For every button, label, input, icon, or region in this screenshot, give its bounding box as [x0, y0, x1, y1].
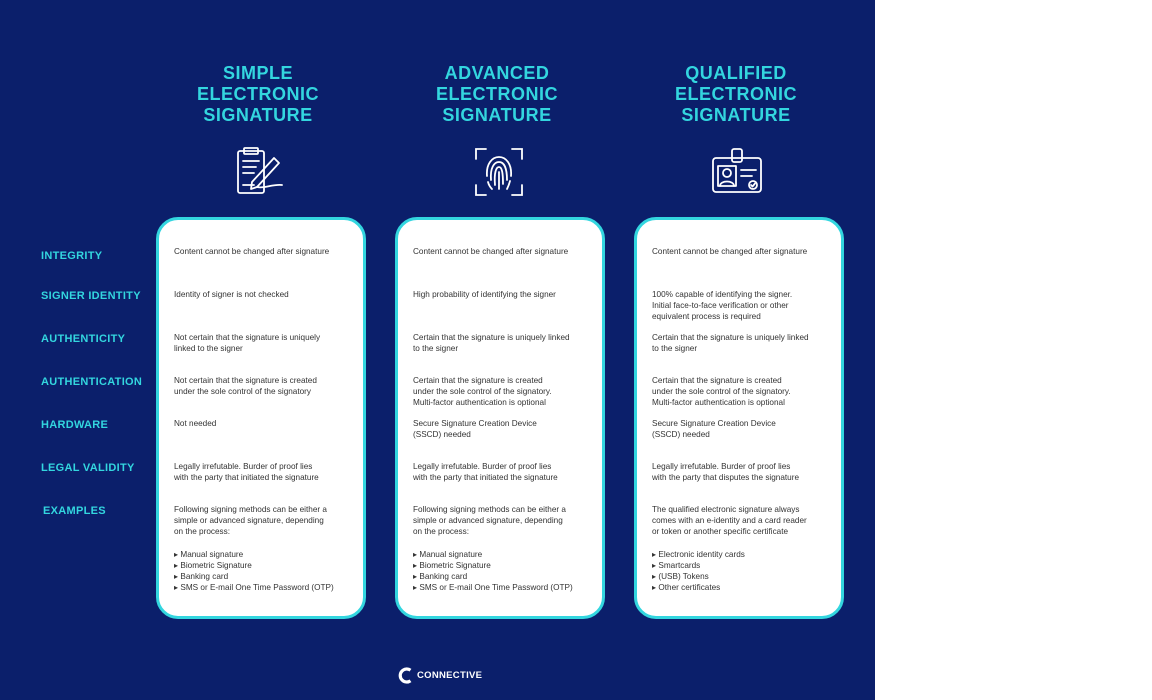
- row-label-hardware: HARDWARE: [41, 419, 109, 431]
- list-item: ▸ SMS or E-mail One Time Password (OTP): [413, 583, 573, 593]
- row-label-authenticity: AUTHENTICITY: [41, 333, 126, 345]
- row-label-examples: EXAMPLES: [43, 505, 106, 517]
- brand-name: CONNECTIVE: [417, 670, 483, 681]
- cell-examples: Following signing methods can be either a simple or advanced signature, depending on the process: ▸ Manual signature ▸ Biometric Signature ▸ Banking card ▸ SMS or E-mail One Time Password (OTP): [174, 504, 354, 594]
- list-item: ▸ Other certificates: [652, 583, 721, 593]
- card-advanced: [395, 217, 605, 619]
- cell-authentication: Not certain that the signature is created under the sole control of the signatory: [174, 376, 317, 397]
- row-label-authentication: AUTHENTICATION: [41, 376, 143, 388]
- card-simple: [156, 217, 366, 619]
- card-qualified: [634, 217, 844, 619]
- cell-signer-identity: Identity of signer is not checked: [174, 290, 289, 299]
- cell-examples: The qualified electronic signature always comes with an e-identity and a card reader or token or another specific certificate ▸ Electronic identity cards ▸ Smartcards ▸ (USB) Tokens ▸ Other certificates: [652, 504, 832, 594]
- cell-legal-validity: Legally irrefutable. Burder of proof lies with the party that initiated the signature: [413, 462, 558, 483]
- column-title-advanced: ADVANCED ELECTRONIC SIGNATURE: [436, 63, 558, 125]
- list-item: ▸ Banking card: [174, 572, 229, 582]
- list-item: ▸ Electronic identity cards: [652, 549, 745, 559]
- list-item: ▸ Banking card: [413, 572, 468, 582]
- cell-integrity: Content cannot be changed after signature: [174, 247, 330, 256]
- row-label-legal-validity: LEGAL VALIDITY: [41, 462, 135, 474]
- cell-integrity: Content cannot be changed after signature: [413, 247, 569, 256]
- row-label-signer-identity: SIGNER IDENTITY: [41, 290, 141, 302]
- cell-authenticity: Certain that the signature is uniquely linked to the signer: [652, 333, 809, 354]
- cell-integrity: Content cannot be changed after signature: [652, 247, 808, 256]
- cell-authenticity: Not certain that the signature is uniquely linked to the signer: [174, 333, 321, 354]
- cell-signer-identity: High probability of identifying the signer: [413, 290, 556, 299]
- list-item: ▸ Biometric Signature: [413, 561, 491, 570]
- connective-logo-icon: [398, 667, 413, 684]
- cell-hardware: Not needed: [174, 419, 217, 428]
- list-item: ▸ Biometric Signature: [174, 561, 252, 570]
- list-item: ▸ Manual signature: [174, 549, 244, 559]
- list-item: ▸ Manual signature: [413, 549, 483, 559]
- cell-authentication: Certain that the signature is created under the sole control of the signatory. Multi-factor authentication is optional: [652, 376, 791, 408]
- cell-examples: Following signing methods can be either a simple or advanced signature, depending on the process: ▸ Manual signature ▸ Biometric Signature ▸ Banking card ▸ SMS or E-mail One Time Password (OTP): [413, 504, 593, 594]
- cell-signer-identity: 100% capable of identifying the signer. Initial face-to-face verification or other equivalent process is required: [652, 290, 793, 322]
- fingerprint-icon: [473, 146, 525, 198]
- list-item: ▸ SMS or E-mail One Time Password (OTP): [174, 583, 334, 593]
- cell-hardware: Secure Signature Creation Device (SSCD) needed: [652, 419, 776, 440]
- list-item: ▸ (USB) Tokens: [652, 572, 709, 582]
- column-title-qualified: QUALIFIED ELECTRONIC SIGNATURE: [675, 63, 797, 125]
- row-label-integrity: INTEGRITY: [41, 250, 103, 262]
- list-item: ▸ Smartcards: [652, 561, 701, 570]
- cell-authenticity: Certain that the signature is uniquely linked to the signer: [413, 333, 570, 354]
- cell-hardware: Secure Signature Creation Device (SSCD) needed: [413, 419, 537, 440]
- cell-legal-validity: Legally irrefutable. Burder of proof lies with the party that initiated the signature: [174, 462, 319, 483]
- id-badge-icon: [711, 146, 763, 198]
- cell-authentication: Certain that the signature is created under the sole control of the signatory. Multi-factor authentication is optional: [413, 376, 552, 408]
- brand-logo: [398, 667, 482, 684]
- column-title-simple: SIMPLE ELECTRONIC SIGNATURE: [197, 63, 319, 125]
- cell-legal-validity: Legally irrefutable. Burder of proof lies with the party that disputes the signature: [652, 462, 800, 483]
- document-pen-icon: [234, 146, 286, 198]
